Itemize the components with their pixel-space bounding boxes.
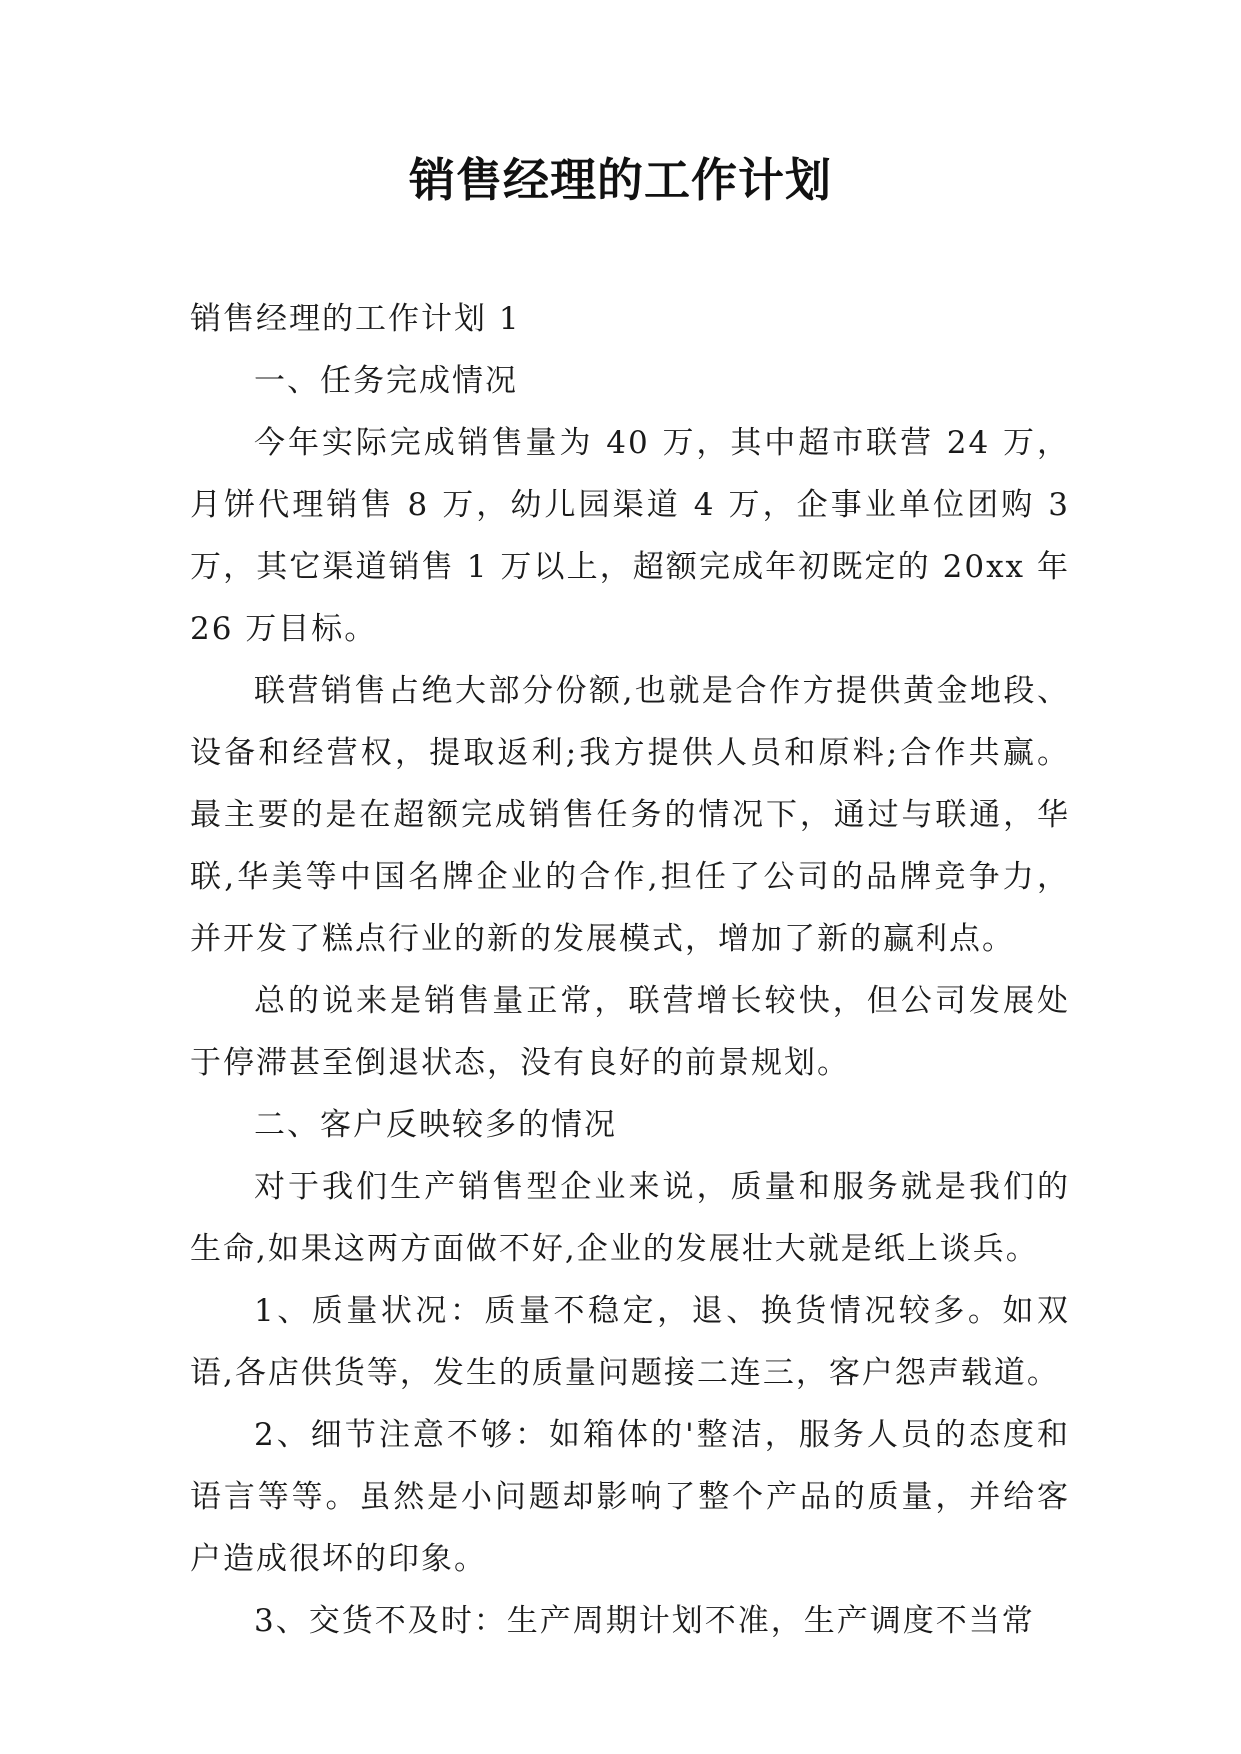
document-body xyxy=(190,288,1070,1652)
subheading-task-completion: 一、任务完成情况 xyxy=(254,363,518,399)
list-item-delivery-delay: 3、交货不及时：生产周期计划不准，生产调度不当常 xyxy=(254,1603,1035,1639)
subheading-customer-feedback: 二、客户反映较多的情况 xyxy=(254,1107,617,1143)
paragraph-sales-volume: 今年实际完成销售量为 40 万，其中超市联营 24 万，月饼代理销售 8 万，幼儿园渠道 4 万，企事业单位团购 3 万，其它渠道销售 1 万以上，超额完成年初既定的 20xx 年 26 万目标。 xyxy=(190,425,1070,647)
section-heading-plan-1: 销售经理的工作计划 1 xyxy=(190,301,521,337)
paragraph-joint-operation: 联营销售占绝大部分份额,也就是合作方提供黄金地段、设备和经营权，提取返利;我方提供人员和原料;合作共赢。最主要的是在超额完成销售任务的情况下，通过与联通，华联,华美等中国名牌企业的合作,担任了公司的品牌竞争力，并开发了糕点行业的新的发展模式，增加了新的赢利点。 xyxy=(190,673,1070,957)
paragraph-quality-service: 对于我们生产销售型企业来说，质量和服务就是我们的生命,如果这两方面做不好,企业的发展壮大就是纸上谈兵。 xyxy=(190,1169,1070,1267)
paragraph-overall-summary: 总的说来是销售量正常，联营增长较快，但公司发展处于停滞甚至倒退状态，没有良好的前景规划。 xyxy=(190,983,1070,1081)
document-title: 销售经理的工作计划 xyxy=(409,153,832,207)
list-item-detail-attention: 2、细节注意不够：如箱体的'整洁，服务人员的态度和语言等等。虽然是小问题却影响了整个产品的质量，并给客户造成很坏的印象。 xyxy=(190,1417,1070,1577)
list-item-quality-status: 1、质量状况：质量不稳定，退、换货情况较多。如双语,各店供货等，发生的质量问题接二连三，客户怨声载道。 xyxy=(190,1293,1070,1391)
